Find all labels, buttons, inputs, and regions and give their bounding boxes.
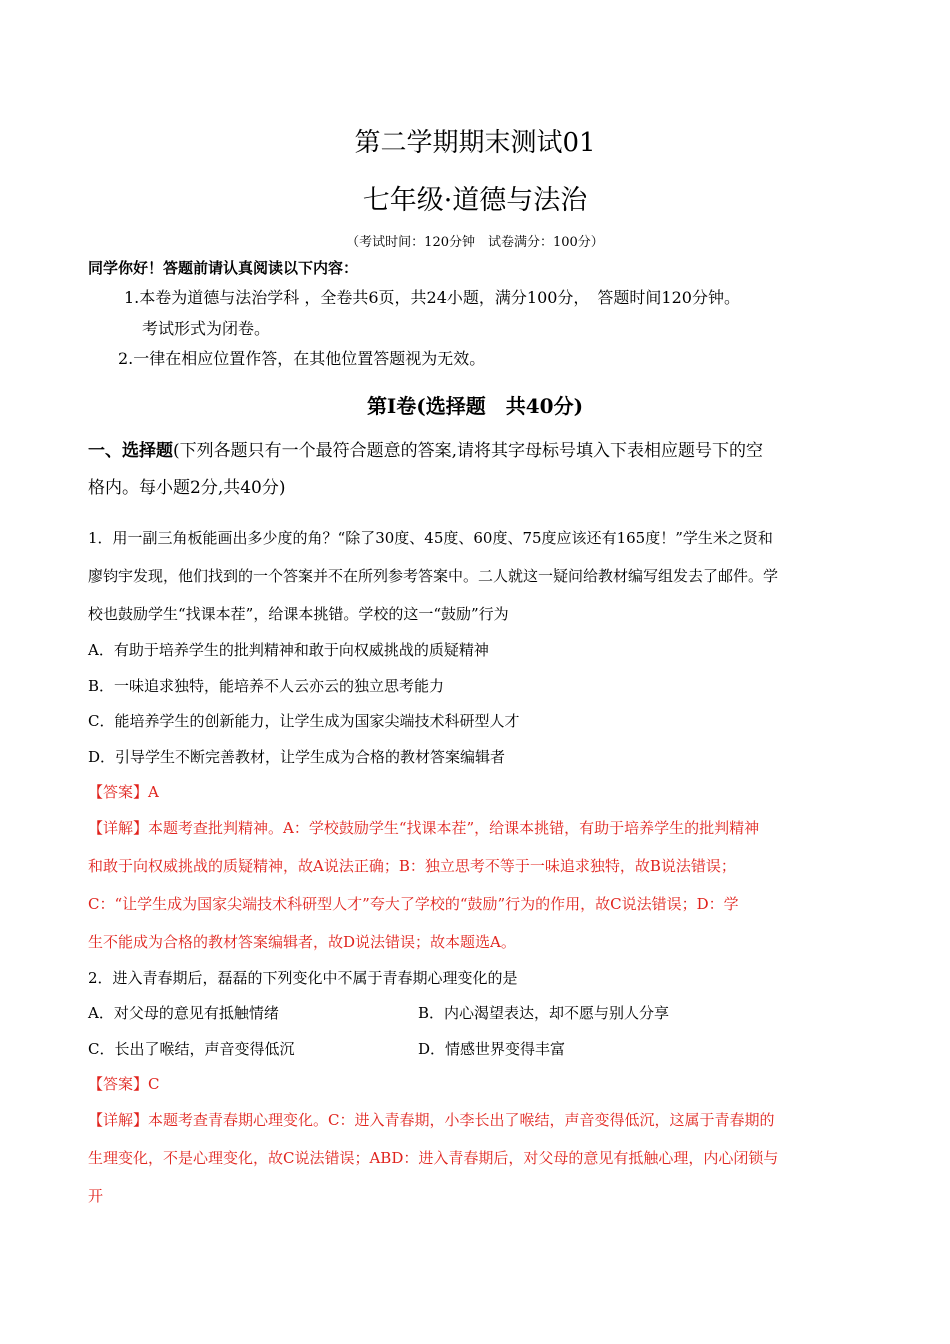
part-heading xyxy=(88,436,763,461)
exam-subtitle: 七年级·道德与法治 xyxy=(362,185,588,216)
instruction-2: 2.一律在相应位置作答，在其他位置答题视为无效。 xyxy=(118,349,486,368)
question-2-option-d: D．情感世界变得丰富 xyxy=(418,1040,566,1058)
notice-heading: 同学你好！答题前请认真阅读以下内容： xyxy=(88,259,359,277)
question-1-stem-line: 廖钧宇发现，他们找到的一个答案并不在所列参考答案中。二人就这一疑问给教材编写组发去了邮件。学 xyxy=(88,567,779,585)
question-2-explanation-line: 开 xyxy=(88,1187,104,1205)
question-1-option-c: C．能培养学生的创新能力，让学生成为国家尖端技术科研型人才 xyxy=(88,712,520,730)
question-1-stem-line: 1．用一副三角板能画出多少度的角？“除了30度、45度、60度、75度应该还有165度！”学生米之贤和 xyxy=(88,529,773,547)
question-2-option-b: B．内心渴望表达，却不愿与别人分享 xyxy=(418,1004,670,1022)
question-2-option-a: A．对父母的意见有抵触情绪 xyxy=(88,1004,279,1022)
question-1-option-b: B．一味追求独特，能培养不人云亦云的独立思考能力 xyxy=(88,677,445,695)
section-title: 第Ⅰ卷(选择题 共40分) xyxy=(366,394,584,418)
instruction-1: 1.本卷为道德与法治学科 ，全卷共6页，共24小题，满分100分， 答题时间120分钟。 xyxy=(124,288,740,307)
question-2-option-c: C．长出了喉结，声音变得低沉 xyxy=(88,1040,295,1058)
question-2-answer: 【答案】C xyxy=(88,1075,160,1093)
question-2-explanation-line: 生理变化，不是心理变化，故C说法错误；ABD：进入青春期后，对父母的意见有抵触心理，内心闭锁与 xyxy=(88,1149,779,1167)
exam-meta: （考试时间：120分钟 试卷满分：100分） xyxy=(346,235,604,250)
question-1-explanation-line: 生不能成为合格的教材答案编辑者，故D说法错误；故本题选A。 xyxy=(88,933,516,951)
question-2-explanation-line: 【详解】本题考查青春期心理变化。C：进入青春期，小李长出了喉结，声音变得低沉，这属于青春期的 xyxy=(88,1111,775,1129)
part-description-cont: 格内。每小题2分,共40分) xyxy=(88,478,286,498)
question-1-option-a: A．有助于培养学生的批判精神和敢于向权威挑战的质疑精神 xyxy=(88,641,489,659)
question-1-explanation-line: 【详解】本题考查批判精神。A：学校鼓励学生“找课本茬”，给课本挑错，有助于培养学生的批判精神 xyxy=(88,819,760,837)
question-1-explanation-line: C：“让学生成为国家尖端技术科研型人才”夸大了学校的“鼓励”行为的作用，故C说法错误；D：学 xyxy=(88,895,739,913)
question-1-answer: 【答案】A xyxy=(88,783,159,801)
part-description: (下列各题只有一个最符合题意的答案,请将其字母标号填入下表相应题号下的空 xyxy=(173,441,764,461)
question-1-explanation-line: 和敢于向权威挑战的质疑精神，故A说法正确；B：独立思考不等于一味追求独特，故B说法错误； xyxy=(88,857,736,875)
exam-title: 第二学期期末测试01 xyxy=(354,128,596,158)
question-1-stem-line: 校也鼓励学生“找课本茬”，给课本挑错。学校的这一“鼓励”行为 xyxy=(88,605,509,623)
part-label: 一、选择题 xyxy=(88,441,173,461)
question-2-stem: 2．进入青春期后，磊磊的下列变化中不属于青春期心理变化的是 xyxy=(88,969,518,987)
question-1-option-d: D．引导学生不断完善教材，让学生成为合格的教材答案编辑者 xyxy=(88,748,506,766)
instruction-1-cont: 考试形式为闭卷。 xyxy=(142,319,271,338)
